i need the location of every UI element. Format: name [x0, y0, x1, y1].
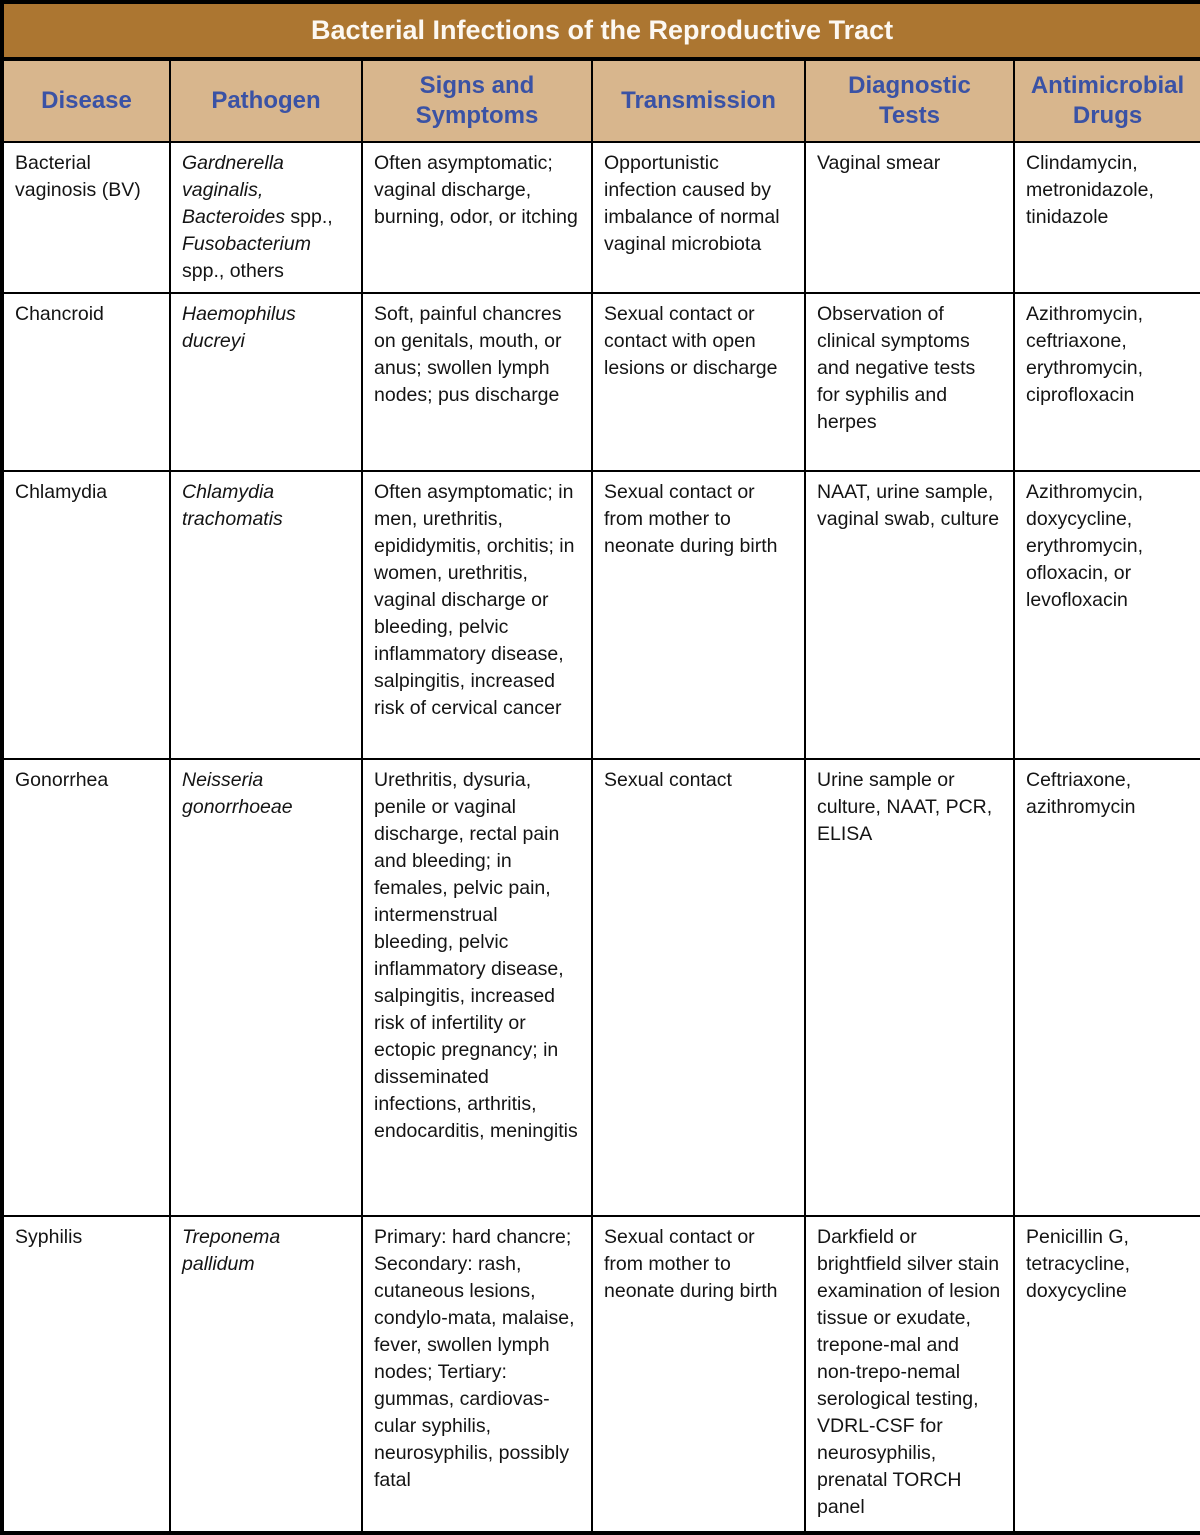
cell-transmission: Opportunistic infection caused by imbalance of normal vaginal microbiota: [592, 142, 805, 293]
column-header-transmission: Transmission: [592, 59, 805, 142]
column-header-row: [2, 59, 1200, 142]
table-row-chlamydia: [2, 471, 1200, 759]
table-row-chancroid: [2, 293, 1200, 471]
table-row-gonorrhea: [2, 759, 1200, 1216]
column-header-disease: Disease: [2, 59, 170, 142]
cell-disease: Gonorrhea: [2, 759, 170, 1216]
cell-diagnostic-tests: Urine sample or culture, NAAT, PCR, ELISA: [805, 759, 1014, 1216]
cell-signs-symptoms: Primary: hard chancre; Secondary: rash, cutaneous lesions, condylo-mata, malaise, fever, swollen lymph nodes; Tertiary: gummas, cardiovas-cular syphilis, neurosyphilis, possibly fatal: [362, 1216, 592, 1533]
cell-antimicrobial-drugs: Ceftriaxone, azithromycin: [1014, 759, 1200, 1216]
column-header-diagnostic-tests: Diagnostic Tests: [805, 59, 1014, 142]
column-header-pathogen: Pathogen: [170, 59, 362, 142]
cell-transmission: Sexual contact or from mother to neonate during birth: [592, 471, 805, 759]
cell-antimicrobial-drugs: Clindamycin, metronidazole, tinidazole: [1014, 142, 1200, 293]
cell-transmission: Sexual contact or from mother to neonate during birth: [592, 1216, 805, 1533]
title-row: [2, 2, 1200, 59]
cell-signs-symptoms: Often asymptomatic; vaginal discharge, burning, odor, or itching: [362, 142, 592, 293]
cell-pathogen: Neisseria gonorrhoeae: [170, 759, 362, 1216]
cell-antimicrobial-drugs: Azithromycin, ceftriaxone, erythromycin, ciprofloxacin: [1014, 293, 1200, 471]
cell-diagnostic-tests: Observation of clinical symptoms and negative tests for syphilis and herpes: [805, 293, 1014, 471]
cell-pathogen: Gardnerella vaginalis, Bacteroides spp., Fusobacterium spp., others: [170, 142, 362, 293]
cell-pathogen: Haemophilus ducreyi: [170, 293, 362, 471]
cell-diagnostic-tests: NAAT, urine sample, vaginal swab, culture: [805, 471, 1014, 759]
cell-disease: Syphilis: [2, 1216, 170, 1533]
cell-disease: Chancroid: [2, 293, 170, 471]
cell-pathogen: Chlamydia trachomatis: [170, 471, 362, 759]
cell-signs-symptoms: Often asymptomatic; in men, urethritis, epididymitis, orchitis; in women, urethritis, vaginal discharge or bleeding, pelvic inflammatory disease, salpingitis, increased risk of cervical cancer: [362, 471, 592, 759]
cell-diagnostic-tests: Darkfield or brightfield silver stain examination of lesion tissue or exudate, trepone-mal and non-trepo-nemal serological testing, VDRL-CSF for neurosyphilis, prenatal TORCH panel: [805, 1216, 1014, 1533]
cell-signs-symptoms: Urethritis, dysuria, penile or vaginal discharge, rectal pain and bleeding; in females, pelvic pain, intermenstrual bleeding, pelvic inflammatory disease, salpingitis, increased risk of infertility or ectopic pregnancy; in disseminated infections, arthritis, endocarditis, meningitis: [362, 759, 592, 1216]
cell-transmission: Sexual contact or contact with open lesions or discharge: [592, 293, 805, 471]
cell-antimicrobial-drugs: Azithromycin, doxycycline, erythromycin, ofloxacin, or levofloxacin: [1014, 471, 1200, 759]
cell-diagnostic-tests: Vaginal smear: [805, 142, 1014, 293]
table-row-bacterial-vaginosis: [2, 142, 1200, 293]
cell-transmission: Sexual contact: [592, 759, 805, 1216]
table-title: Bacterial Infections of the Reproductive Tract: [2, 2, 1200, 59]
cell-signs-symptoms: Soft, painful chancres on genitals, mouth, or anus; swollen lymph nodes; pus discharge: [362, 293, 592, 471]
cell-pathogen: Treponema pallidum: [170, 1216, 362, 1533]
cell-disease: Bacterial vaginosis (BV): [2, 142, 170, 293]
column-header-signs-symptoms: Signs and Symptoms: [362, 59, 592, 142]
column-header-antimicrobial-drugs: Antimicrobial Drugs: [1014, 59, 1200, 142]
cell-disease: Chlamydia: [2, 471, 170, 759]
cell-antimicrobial-drugs: Penicillin G, tetracycline, doxycycline: [1014, 1216, 1200, 1533]
table-row-syphilis: [2, 1216, 1200, 1533]
